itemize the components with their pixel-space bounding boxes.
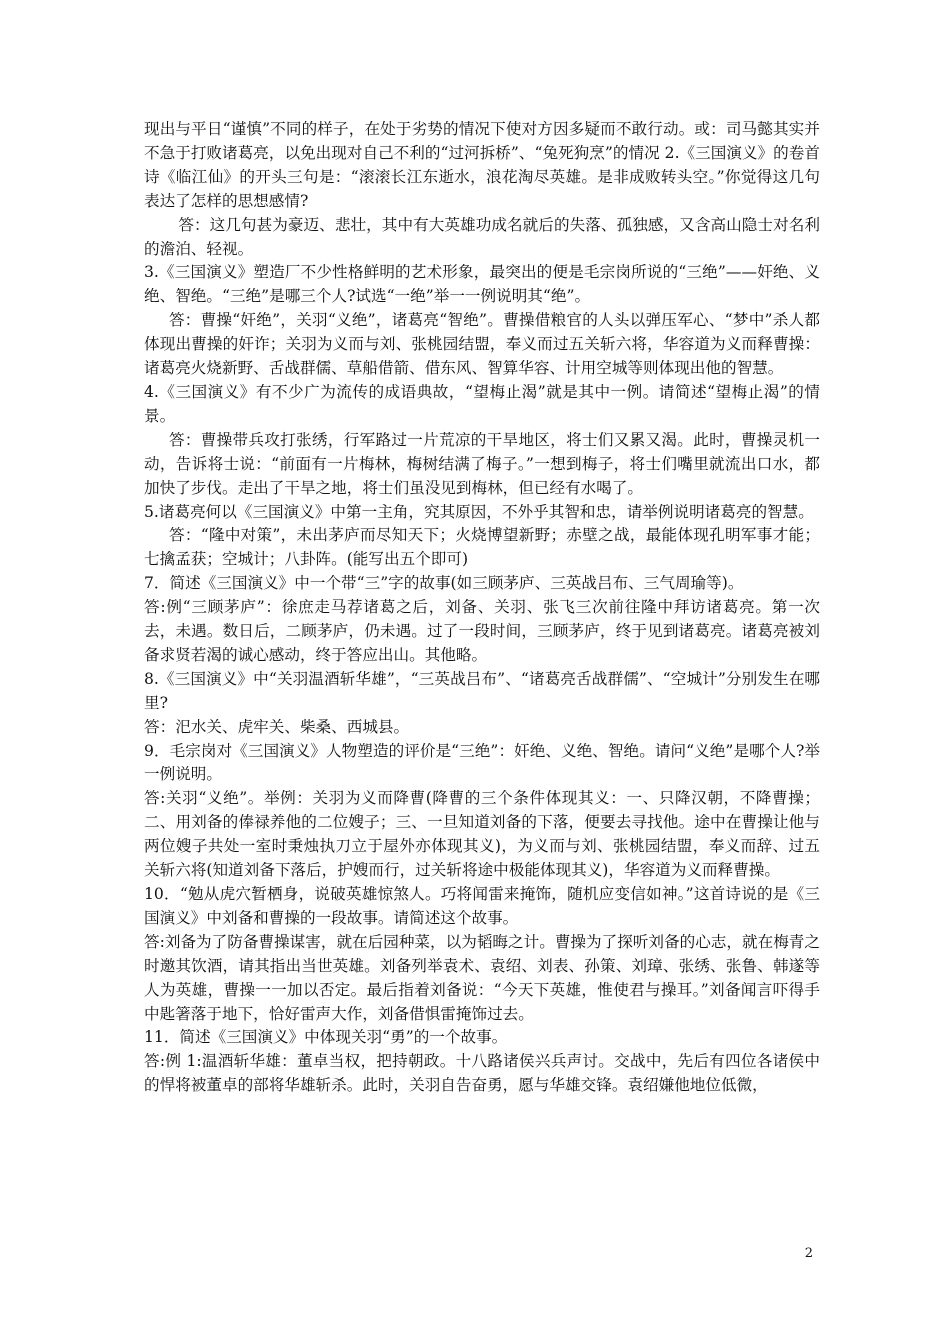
answer-5: 答：“隆中对策”，未出茅庐而尽知天下；火烧博望新野；赤壁之战，最能体现孔明军事才能；七擒孟获；空城计；八卦阵。(能写出五个即可): [144, 526, 820, 569]
answer-2: 答：这几句甚为豪迈、悲壮，其中有大英雄功成名就后的失落、孤独感，又含高山隐士对名利的澹泊、轻视。: [144, 215, 820, 258]
question-10: 10．“勉从虎穴暂栖身，说破英雄惊煞人。巧将闻雷来掩饰，随机应变信如神。”这首诗说的是《三国演义》中刘备和曹操的一段故事。请简述这个故事。: [144, 885, 820, 927]
question-5: 5.诸葛亮何以《三国演义》中第一主角，究其原因，不外乎其智和忠，请举例说明诸葛亮的智慧。: [144, 502, 814, 521]
question-7: 7．简述《三国演义》中一个带“三”字的故事(如三顾茅庐、三英战吕布、三气周瑜等)。: [144, 574, 744, 593]
answer-8: 答：汜水关、虎牢关、柴桑、西城县。: [144, 717, 410, 736]
question-11: 11．简述《三国演义》中体现关羽“勇”的一个故事。: [144, 1028, 508, 1047]
answer-7: 答:例“三顾茅庐”：徐庶走马荐诸葛之后，刘备、关羽、张飞三次前往隆中拜访诸葛亮。第一次去，未遇。数日后，二顾茅庐，仍未遇。过了一段时间，三顾茅庐，终于见到诸葛亮。诸葛亮被刘备求贤若渴的诚心感动，终于答应出山。其他略。: [144, 598, 820, 664]
answer-10: 答:刘备为了防备曹操谋害，就在后园种菜，以为韬晦之计。曹操为了探听刘备的心志，就在梅青之时邀其饮酒，请其指出当世英雄。刘备列举袁术、袁绍、刘表、孙策、刘璋、张绣、张鲁、韩遂等人为英雄，曹操一一加以否定。最后指着刘备说：“今天下英雄，惟使君与操耳。”刘备闻言吓得手中匙箸落于地下，恰好雷声大作，刘备借惧雷掩饰过去。: [144, 932, 820, 1023]
answer-11: 答:例 1:温酒斩华雄：董卓当权，把持朝政。十八路诸侯兴兵声讨。交战中，先后有四位各诸侯中的悍将被董卓的部将华雄斩杀。此时，关羽自告奋勇，愿与华雄交锋。袁绍嫌他地位低微，: [144, 1052, 820, 1095]
answer-3: 答：曹操“奸绝”，关羽“义绝”，诸葛亮“智绝”。曹操借粮官的人头以弹压军心、“梦中”杀人都体现出曹操的奸诈；关羽为义而与刘、张桃园结盟，奉义而过五关斩六将，华容道为义而释曹操：诸葛亮火烧新野、舌战群儒、草船借箭、借东风、智算华容、计用空城等则体现出他的智慧。: [144, 311, 820, 378]
body-text: [144, 118, 820, 1098]
question-3: 3.《三国演义》塑造厂不少性格鲜明的艺术形象，最突出的便是毛宗岗所说的“三绝”——奸绝、义绝、智绝。“三绝”是哪三个人?试选“一绝”举一一例说明其“绝”。: [144, 263, 820, 306]
page-number: 2: [804, 1246, 813, 1261]
question-4: 4.《三国演义》有不少广为流传的成语典故，“望梅止渴”就是其中一例。请简述“望梅止渴”的情景。: [144, 382, 820, 425]
paragraph-1: 现出与平日“谨慎”不同的样子，在处于劣势的情况下使对方因多疑而不敢行动。或：司马懿其实并不急于打败诸葛亮，以免出现对自己不利的“过河拆桥”、“兔死狗烹”的情况 2.《三国演义》的卷首诗《临江仙》的开头三句是：“滚滚长江东逝水，浪花淘尽英雄。是非成败转头空。”你觉得这几句表达了怎样的思想感情?: [144, 120, 820, 210]
answer-4: 答：曹操带兵攻打张绣，行军路过一片荒凉的干旱地区，将士们又累又渴。此时，曹操灵机一动，告诉将士说：“前面有一片梅林，梅树结满了梅子。”一想到梅子，将士们嘴里就流出口水，都加快了步伐。走出了干旱之地，将士们虽没见到梅林，但已经有水喝了。: [144, 430, 820, 497]
answer-9: 答:关羽“义绝”。举例：关羽为义而降曹(降曹的三个条件体现其义：一、只降汉朝，不降曹操；二、用刘备的俸禄养他的二位嫂子；三、一旦知道刘备的下落，便要去寻找他。途中在曹操让他与两位嫂子共处一室时秉烛执刀立于屋外亦体现其义)，为义而与刘、张桃园结盟，奉义而辞、过五关斩六将(知道刘备下落后，护嫂而行，过关斩将途中极能体现其义)，华容道为义而释曹操。: [144, 789, 820, 880]
question-9: 9．毛宗岗对《三国演义》人物塑造的评价是“三绝”：奸绝、义绝、智绝。请问“义绝”是哪个人?举一例说明。: [144, 741, 820, 784]
question-8: 8.《三国演义》中“关羽温酒斩华雄”，“三英战吕布”、“诸葛亮舌战群儒”、“空城计”分别发生在哪里?: [144, 669, 820, 712]
